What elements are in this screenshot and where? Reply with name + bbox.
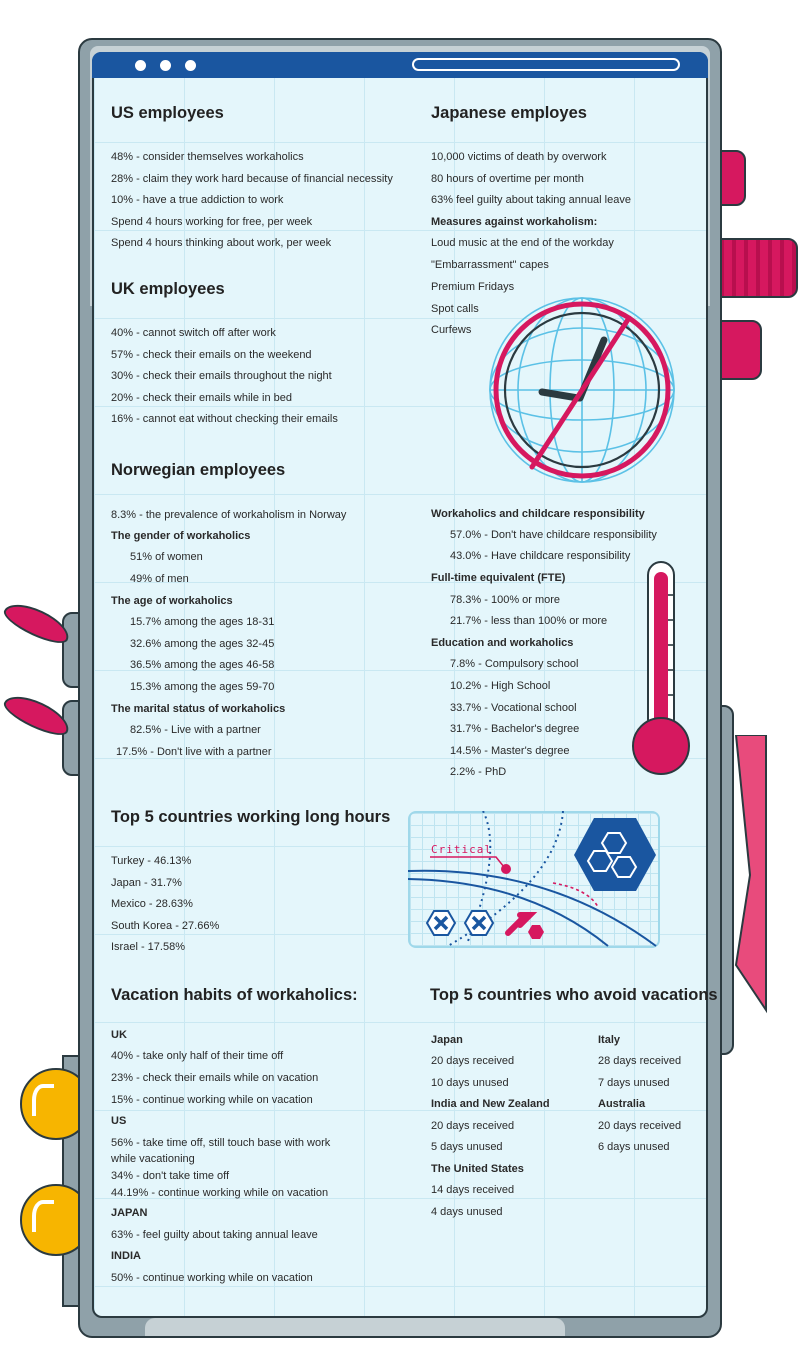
norway-age-item: 32.6% among the ages 32-45 <box>130 638 275 650</box>
radar-lines-icon <box>408 811 660 948</box>
long-hours-item: Mexico - 28.63% <box>111 898 193 910</box>
vacation-uk-item: 15% - continue working while on vacation <box>111 1094 313 1106</box>
norway-age-item: 15.3% among the ages 59-70 <box>130 681 275 693</box>
avoid-received: 20 days received <box>598 1120 682 1132</box>
education-item: 10.2% - High School <box>450 680 551 692</box>
avoid-received: 28 days received <box>598 1055 682 1067</box>
uk-item: 20% - check their emails while in bed <box>111 392 292 404</box>
norway-gender-heading: The gender of workaholics <box>111 530 251 542</box>
japan-item: 80 hours of overtime per month <box>431 173 584 185</box>
window-control-dot[interactable] <box>135 60 146 71</box>
long-hours-item: Japan - 31.7% <box>111 877 182 889</box>
vacation-us-item: 34% - don't take time off <box>111 1170 230 1182</box>
vacation-us-item-cont: while vacationing <box>111 1153 195 1165</box>
avoid-country: Japan <box>431 1034 463 1046</box>
japan-measure: "Embarrassment" capes <box>431 259 549 271</box>
long-hours-item: Turkey - 46.13% <box>111 855 192 867</box>
close-hex-icon <box>427 911 493 935</box>
ribbon-icon <box>728 735 768 1015</box>
childcare-item: 43.0% - Have childcare responsibility <box>450 550 631 562</box>
education-item: 14.5% - Master's degree <box>450 745 570 757</box>
norway-age-heading: The age of workaholics <box>111 595 233 607</box>
avoid-received: 20 days received <box>431 1055 515 1067</box>
vacation-us-item: 56% - take time off, still touch base with work <box>111 1137 331 1149</box>
avoid-unused: 6 days unused <box>598 1141 670 1153</box>
avoid-unused: 7 days unused <box>598 1077 670 1089</box>
japan-measure: Spot calls <box>431 303 479 315</box>
norway-heading: Norwegian employees <box>111 461 286 479</box>
window-control-dot[interactable] <box>160 60 171 71</box>
norway-marital-item: 82.5% - Live with a partner <box>130 724 261 736</box>
avoid-received: 20 days received <box>431 1120 515 1132</box>
norway-marital-item: 17.5% - Don't live with a partner <box>116 746 272 758</box>
norway-prevalence: 8.3% - the prevalence of workaholism in Norway <box>111 509 347 521</box>
fte-heading: Full-time equivalent (FTE) <box>431 572 566 584</box>
norway-gender-item: 51% of women <box>130 551 203 563</box>
critical-label: Critical <box>431 843 492 856</box>
address-bar[interactable] <box>412 58 680 71</box>
avoid-country: The United States <box>431 1163 524 1175</box>
fte-item: 78.3% - 100% or more <box>450 594 561 606</box>
us-item: 48% - consider themselves workaholics <box>111 151 304 163</box>
avoid-unused: 10 days unused <box>431 1077 509 1089</box>
norway-age-item: 15.7% among the ages 18-31 <box>130 616 275 628</box>
vacation-japan-item: 63% - feel guilty about taking annual leave <box>111 1229 318 1241</box>
education-item: 31.7% - Bachelor's degree <box>450 723 580 735</box>
childcare-item: 57.0% - Don't have childcare responsibility <box>450 529 657 541</box>
vacation-us-label: US <box>111 1115 127 1127</box>
uk-item: 30% - check their emails throughout the night <box>111 370 332 382</box>
uk-item: 40% - cannot switch off after work <box>111 327 276 339</box>
us-item: Spend 4 hours working for free, per week <box>111 216 313 228</box>
japan-item: 10,000 victims of death by overwork <box>431 151 607 163</box>
vacation-uk-item: 23% - check their emails while on vacation <box>111 1072 319 1084</box>
long-hours-item: Israel - 17.58% <box>111 941 185 953</box>
vacation-india-item: 50% - continue working while on vacation <box>111 1272 313 1284</box>
uk-item: 16% - cannot eat without checking their emails <box>111 413 338 425</box>
vacation-japan-label: JAPAN <box>111 1207 148 1219</box>
japan-measure: Curfews <box>431 324 472 336</box>
thermometer-icon <box>630 560 692 778</box>
long-hours-item: South Korea - 27.66% <box>111 920 220 932</box>
norway-gender-item: 49% of men <box>130 573 189 585</box>
childcare-heading: Workaholics and childcare responsibility <box>431 508 645 520</box>
japan-measure: Premium Fridays <box>431 281 515 293</box>
frame-bottom-bar <box>145 1318 565 1336</box>
avoid-unused: 4 days unused <box>431 1206 503 1218</box>
avoid-heading: Top 5 countries who avoid vacations <box>430 986 718 1004</box>
education-heading: Education and workaholics <box>431 637 574 649</box>
japan-measures-heading: Measures against workaholism: <box>431 216 598 228</box>
uk-item: 57% - check their emails on the weekend <box>111 349 312 361</box>
norway-age-item: 36.5% among the ages 46-58 <box>130 659 275 671</box>
japan-measure: Loud music at the end of the workday <box>431 237 614 249</box>
avoid-received: 14 days received <box>431 1184 515 1196</box>
avoid-country: India and New Zealand <box>431 1098 550 1110</box>
education-item: 7.8% - Compulsory school <box>450 658 579 670</box>
no-clock-icon <box>484 292 680 488</box>
vacation-uk-item: 40% - take only half of their time off <box>111 1050 284 1062</box>
vacation-heading: Vacation habits of workaholics: <box>111 986 358 1004</box>
us-item: 28% - claim they work hard because of financial necessity <box>111 173 393 185</box>
vacation-india-label: INDIA <box>111 1250 141 1262</box>
education-item: 33.7% - Vocational school <box>450 702 577 714</box>
vacation-uk-label: UK <box>111 1029 127 1041</box>
us-item: Spend 4 hours thinking about work, per week <box>111 237 332 249</box>
long-hours-heading: Top 5 countries working long hours <box>111 808 391 826</box>
avoid-unused: 5 days unused <box>431 1141 503 1153</box>
japan-heading: Japanese employes <box>431 104 587 122</box>
uk-heading: UK employees <box>111 280 225 298</box>
us-heading: US employees <box>111 104 224 122</box>
fte-item: 21.7% - less than 100% or more <box>450 615 608 627</box>
education-item: 2.2% - PhD <box>450 766 507 778</box>
us-item: 10% - have a true addiction to work <box>111 194 284 206</box>
window-control-dot[interactable] <box>185 60 196 71</box>
right-tab-2 <box>710 238 798 298</box>
japan-item: 63% feel guilty about taking annual leave <box>431 194 631 206</box>
avoid-country: Italy <box>598 1034 621 1046</box>
norway-marital-heading: The marital status of workaholics <box>111 703 286 715</box>
avoid-country: Australia <box>598 1098 646 1110</box>
vacation-us-item: 44.19% - continue working while on vacation <box>111 1187 329 1199</box>
